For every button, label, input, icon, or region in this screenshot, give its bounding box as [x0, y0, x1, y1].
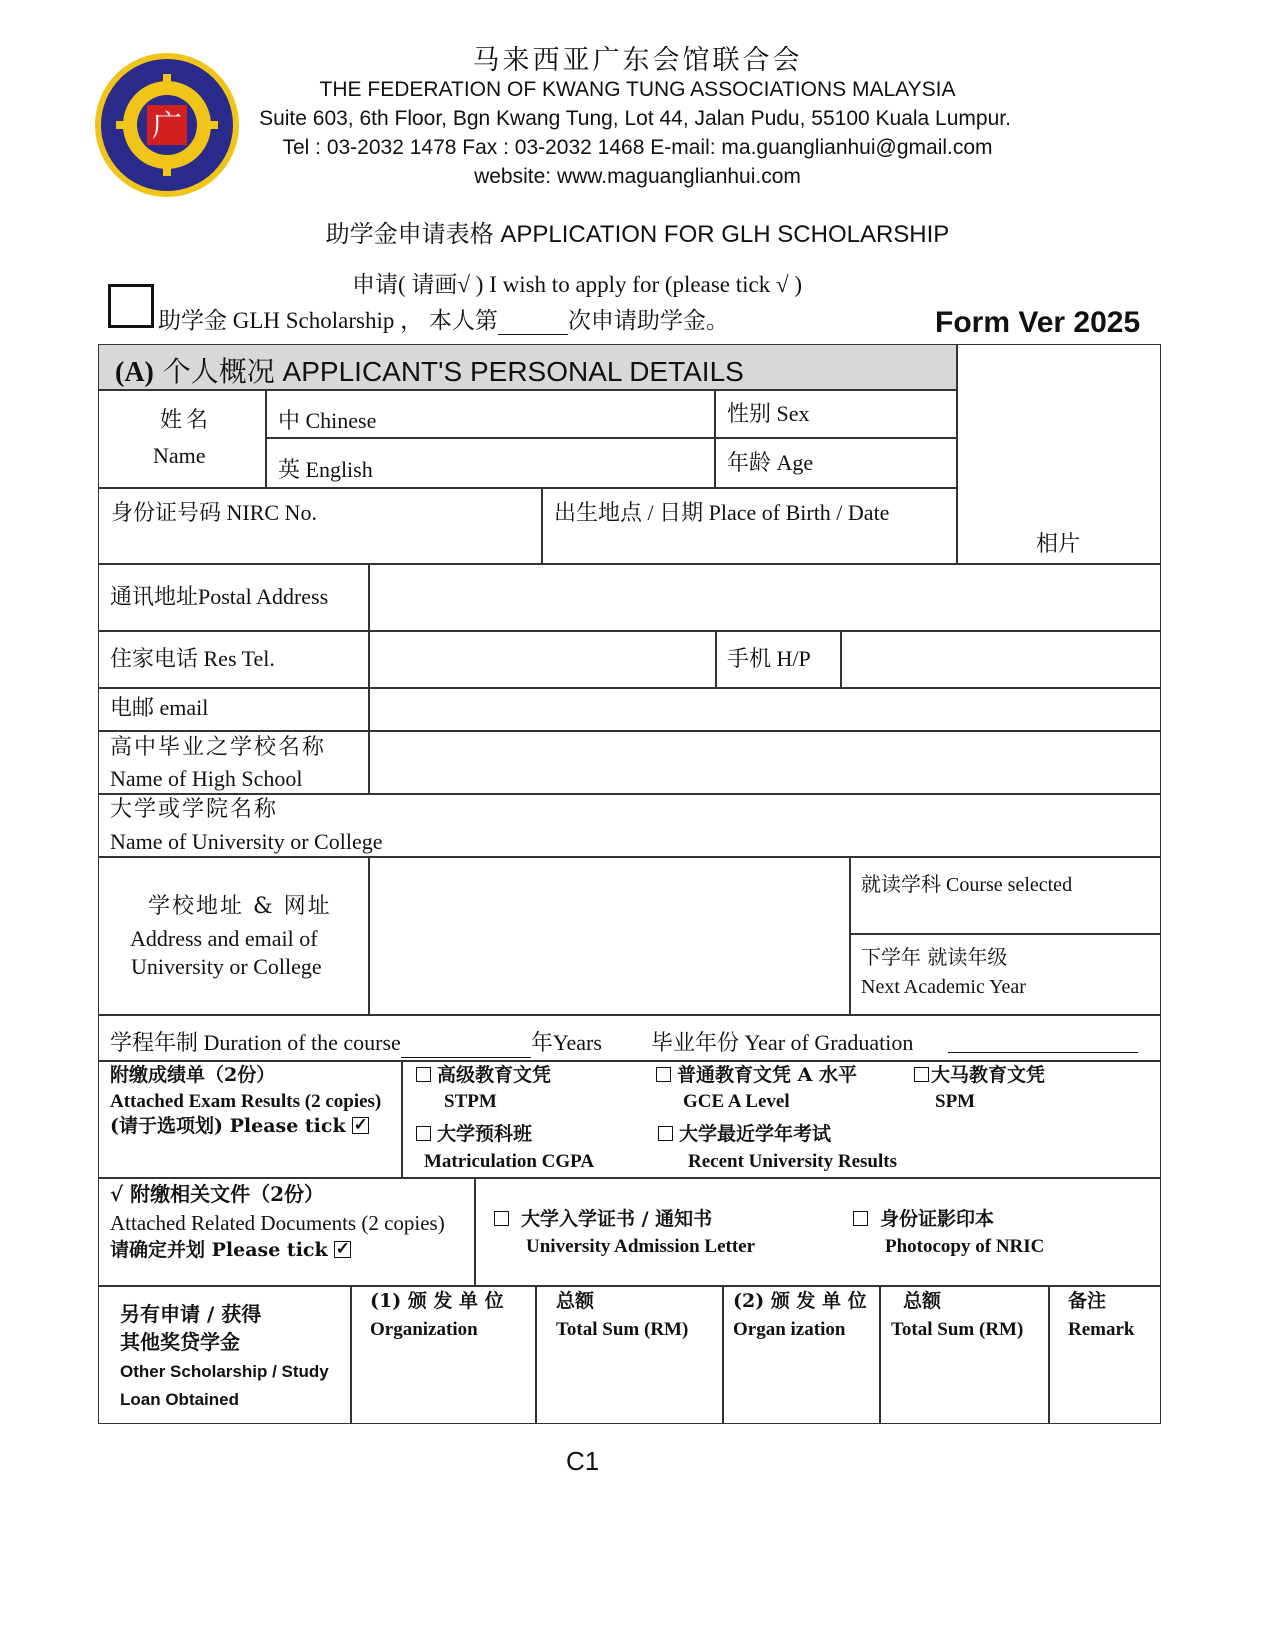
exam-label-1: 附缴成绩单（2份）	[110, 1064, 276, 1086]
university-label-en: Name of University or College	[110, 829, 383, 854]
high-school-label-en: Name of High School	[110, 766, 303, 791]
sum2-label-en: Total Sum (RM)	[891, 1319, 1024, 1340]
opt-nric-en: Photocopy of NRIC	[885, 1236, 1045, 1257]
email-label: 电邮 email	[110, 695, 209, 720]
duration-field[interactable]	[401, 1035, 531, 1058]
org1-label-cn: (1) 颁 发 单 位	[370, 1290, 504, 1312]
sum1-label-en: Total Sum (RM)	[556, 1319, 689, 1340]
next-year-label-cn: 下学年 就读年级	[861, 945, 1008, 969]
name-label-en: Name	[153, 443, 206, 468]
hp-field[interactable]	[843, 633, 1159, 685]
opt-admission-en: University Admission Letter	[526, 1236, 756, 1257]
opt-gce-cn: 普通教育文凭 A 水平	[677, 1064, 857, 1086]
other-label-3: Other Scholarship / Study	[120, 1362, 329, 1381]
sum2-field[interactable]	[882, 1346, 1046, 1422]
section-a-title-wrap	[115, 350, 744, 390]
birth-field[interactable]	[544, 530, 952, 560]
form-title: 助学金申请表格 APPLICATION FOR GLH SCHOLARSHIP	[325, 221, 950, 248]
docs-label-1: √ 附缴相关文件（2份）	[110, 1182, 325, 1206]
org2-label-en: Organ ization	[733, 1319, 846, 1340]
org2-label-cn: (2) 颁 发 单 位	[733, 1290, 867, 1312]
section-a-prefix: (A)	[115, 357, 154, 388]
sex-label: 性别 Sex	[727, 401, 810, 426]
opt-matric-cn: 大学预科班	[437, 1123, 533, 1145]
next-year-label-en: Next Academic Year	[861, 976, 1026, 998]
docs-label-3-wrap	[110, 1237, 351, 1264]
opt-matric[interactable]	[416, 1121, 532, 1148]
name-label-cn: 姓名	[160, 408, 213, 433]
apply-checkbox[interactable]	[108, 284, 154, 328]
other-label-1: 另有申请 / 获得	[120, 1302, 262, 1326]
sum1-field[interactable]	[538, 1346, 720, 1422]
opt-recent[interactable]	[658, 1121, 831, 1148]
org1-field[interactable]	[353, 1346, 533, 1422]
english-name-field[interactable]	[420, 440, 710, 485]
docs-label-2: Attached Related Documents (2 copies)	[110, 1211, 445, 1235]
postal-address-label: 通讯地址Postal Address	[110, 584, 329, 609]
duration-row	[110, 1028, 602, 1058]
checkbox-icon[interactable]	[914, 1067, 929, 1082]
age-label: 年龄 Age	[727, 450, 814, 475]
course-label: 就读学科 Course selected	[861, 874, 1073, 896]
opt-spm-en: SPM	[935, 1091, 976, 1112]
postal-address-field[interactable]	[371, 566, 1159, 628]
opt-spm[interactable]	[914, 1062, 1045, 1089]
opt-admission-cn: 大学入学证书 / 通知书	[521, 1208, 713, 1230]
section-a-title: 个人概况 APPLICANT'S PERSONAL DETAILS	[162, 356, 744, 387]
org2-field[interactable]	[725, 1346, 877, 1422]
docs-label-3: 请确定并划 Please tick	[110, 1239, 328, 1261]
opt-matric-en: Matriculation CGPA	[424, 1151, 595, 1172]
exam-label-3-wrap	[110, 1113, 369, 1140]
university-label-cn: 大学或学院名称	[110, 797, 279, 822]
uni-address-label-2: Address and email of	[130, 926, 318, 951]
opt-stpm-en: STPM	[444, 1091, 497, 1112]
tick-checkbox-icon	[334, 1241, 351, 1258]
exam-label-2: Attached Exam Results (2 copies)	[110, 1091, 382, 1112]
checkbox-icon[interactable]	[658, 1126, 673, 1141]
scholarship-line	[158, 302, 729, 335]
other-label-2: 其他奖贷学金	[120, 1330, 240, 1354]
logo-center-char: 广	[152, 109, 182, 144]
application-count-field[interactable]	[498, 312, 568, 335]
opt-gce[interactable]	[656, 1062, 857, 1089]
res-tel-label: 住家电话 Res Tel.	[110, 646, 275, 671]
uni-address-label-1: 学校地址 & 网址	[148, 894, 332, 919]
opt-stpm-cn: 高级教育文凭	[437, 1064, 552, 1086]
opt-admission[interactable]	[494, 1206, 712, 1233]
uni-address-field[interactable]	[371, 859, 847, 1012]
org-name-cn: 马来西亚广东会馆联合会	[472, 45, 803, 76]
course-field[interactable]	[852, 900, 1159, 931]
remark-field[interactable]	[1051, 1346, 1159, 1422]
opt-spm-cn: 大马教育文凭	[931, 1064, 1046, 1086]
org-contact: Tel : 03-2032 1478 Fax : 03-2032 1468 E-mail: ma.guanglianhui@gmail.com	[282, 136, 993, 159]
high-school-label-cn: 高中毕业之学校名称	[110, 735, 327, 760]
checkbox-icon[interactable]	[656, 1067, 671, 1082]
apply-line: 申请( 请画√ ) I wish to apply for (please tick √ )	[352, 272, 803, 297]
university-field[interactable]	[420, 826, 1158, 854]
checkbox-icon[interactable]	[853, 1211, 868, 1226]
checkbox-icon[interactable]	[416, 1067, 431, 1082]
opt-recent-en: Recent University Results	[688, 1151, 897, 1172]
nirc-field[interactable]	[100, 530, 538, 560]
remark-label-cn: 备注	[1068, 1290, 1107, 1312]
opt-gce-en: GCE A Level	[683, 1091, 790, 1112]
english-name-label: 英 English	[278, 457, 373, 482]
nirc-label: 身份证号码 NIRC No.	[111, 500, 317, 525]
graduation-field[interactable]	[948, 1030, 1138, 1053]
sum2-label-cn: 总额	[903, 1290, 942, 1312]
duration-label: 学程年制 Duration of the course	[110, 1030, 401, 1055]
page-number: C1	[566, 1446, 600, 1476]
org-address: Suite 603, 6th Floor, Bgn Kwang Tung, Lot 44, Jalan Pudu, 55100 Kuala Lumpur.	[259, 107, 1011, 130]
org-website: website: www.maguanglianhui.com	[474, 165, 801, 188]
opt-stpm[interactable]	[416, 1062, 551, 1089]
opt-recent-cn: 大学最近学年考试	[679, 1123, 832, 1145]
opt-nric-cn: 身份证影印本	[880, 1208, 995, 1230]
email-field[interactable]	[371, 690, 1159, 728]
hp-label: 手机 H/P	[727, 646, 811, 671]
checkbox-icon[interactable]	[494, 1211, 509, 1226]
chinese-name-field[interactable]	[420, 392, 710, 435]
uni-address-label-3: University or College	[131, 954, 322, 979]
other-label-4: Loan Obtained	[120, 1390, 239, 1409]
exam-label-3: (请于选项划) Please tick	[110, 1115, 346, 1137]
org-name-en: THE FEDERATION OF KWANG TUNG ASSOCIATIONS MALAYSIA	[319, 78, 956, 101]
high-school-field[interactable]	[371, 733, 1159, 791]
chinese-name-label: 中 Chinese	[278, 408, 377, 433]
birth-label: 出生地点 / 日期 Place of Birth / Date	[554, 500, 890, 525]
tick-checkbox-icon	[352, 1117, 369, 1134]
org1-label-en: Organization	[370, 1319, 478, 1340]
photo-label: 相片	[1036, 532, 1081, 557]
scholarship-line-b: 次申请助学金。	[567, 308, 729, 333]
sum1-label-cn: 总额	[556, 1290, 595, 1312]
opt-nric[interactable]	[853, 1206, 994, 1233]
remark-label-en: Remark	[1068, 1319, 1135, 1340]
duration-years-label: 年Years	[530, 1030, 602, 1055]
graduation-label: 毕业年份 Year of Graduation	[651, 1030, 914, 1055]
res-tel-field[interactable]	[371, 633, 713, 685]
checkbox-icon[interactable]	[416, 1126, 431, 1141]
form-version: Form Ver 2025	[935, 306, 1141, 339]
scholarship-line-a: 助学金 GLH Scholarship ， 本人第	[158, 308, 498, 333]
